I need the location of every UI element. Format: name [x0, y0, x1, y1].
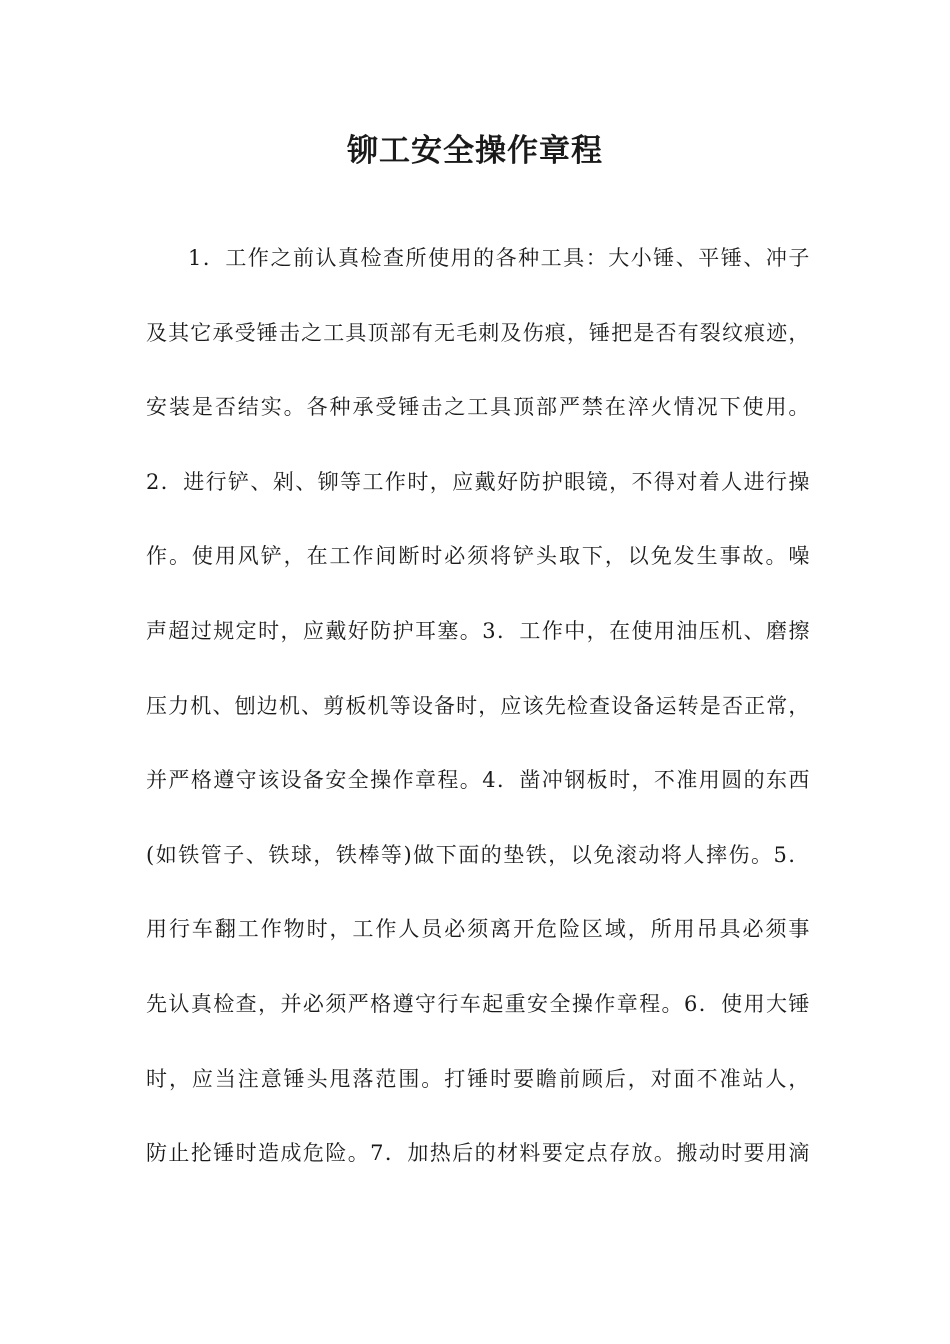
body-line: 时，应当注意锤头甩落范围。打锤时要瞻前顾后，对面不准站人，: [146, 1066, 810, 1091]
body-line: 用行车翻工作物时，工作人员必须离开危险区域，所用吊具必须事: [146, 917, 810, 942]
body-line: 并严格遵守该设备安全操作章程。4．凿冲钢板时，不准用圆的东西: [146, 768, 810, 793]
body-line: 先认真检查，并必须严格遵守行车起重安全操作章程。6．使用大锤: [146, 991, 810, 1016]
body-line: 及其它承受锤击之工具顶部有无毛刺及伤痕，锤把是否有裂纹痕迹，: [146, 320, 810, 345]
body-line: (如铁管子、铁球，铁棒等)做下面的垫铁，以免滚动将人摔伤。5．: [146, 842, 810, 867]
body-line: 安装是否结实。各种承受锤击之工具顶部严禁在淬火情况下使用。: [146, 395, 810, 420]
body-line: 2．进行铲、剁、铆等工作时，应戴好防护眼镜，不得对着人进行操: [146, 469, 810, 494]
document-body: [146, 238, 810, 1208]
body-line: 防止抡锤时造成危险。7．加热后的材料要定点存放。搬动时要用滴: [146, 1141, 810, 1166]
body-line: 作。使用风铲，在工作间断时必须将铲头取下，以免发生事故。噪: [146, 544, 810, 569]
body-line: 声超过规定时，应戴好防护耳塞。3．工作中，在使用油压机、磨擦: [146, 618, 810, 643]
document-title: 铆工安全操作章程: [347, 133, 603, 169]
body-line: 压力机、刨边机、剪板机等设备时，应该先检查设备运转是否正常，: [146, 693, 810, 718]
body-line: 1．工作之前认真检查所使用的各种工具：大小锤、平锤、冲子: [188, 246, 810, 270]
